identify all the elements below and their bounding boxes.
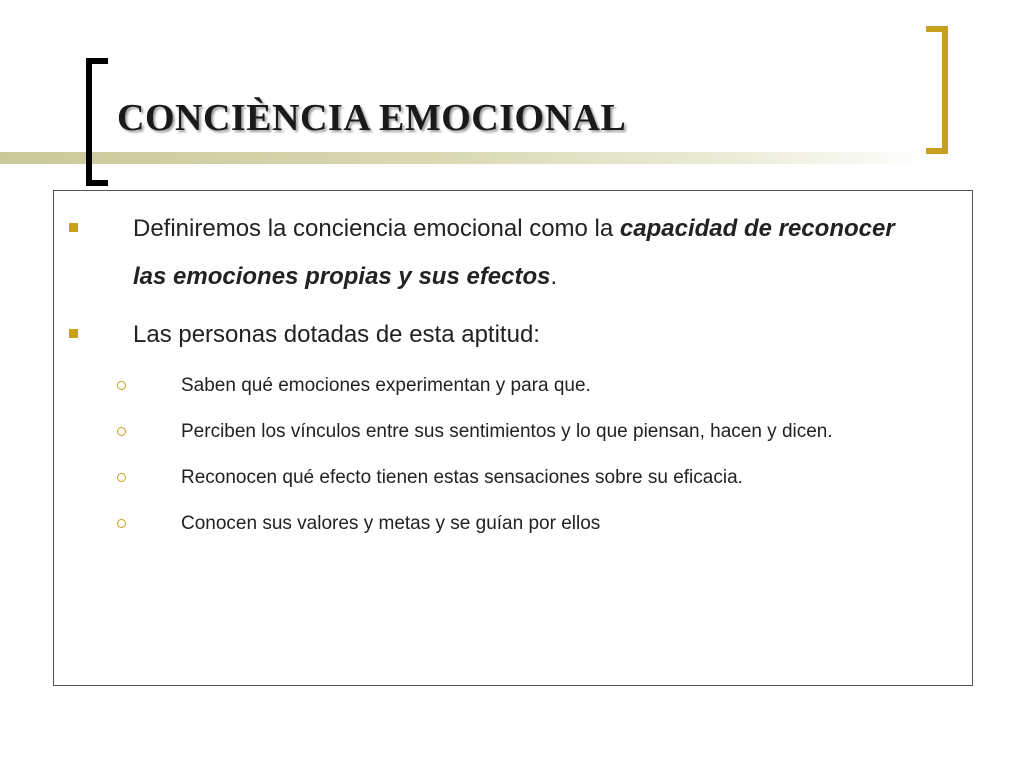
left-bracket-decoration	[86, 58, 108, 186]
bullet-text	[133, 205, 933, 301]
ring-bullet-icon	[117, 381, 126, 390]
sub-bullet-text: Conocen sus valores y metas y se guían por ellos	[181, 513, 601, 534]
slide-title: CONCIÈNCIA EMOCIONAL	[117, 97, 627, 139]
sub-bullet-text: Saben qué emociones experimentan y para que.	[181, 375, 591, 396]
ring-bullet-icon	[117, 427, 126, 436]
square-bullet-icon	[69, 329, 78, 338]
bullet-emphasis: capacidad de reconocer las emociones propias y sus efectos	[133, 215, 895, 290]
bullet-text: Las personas dotadas de esta aptitud:	[133, 321, 540, 348]
content-box	[53, 190, 973, 686]
title-band	[0, 152, 930, 164]
bullet-text-part: Definiremos la conciencia emocional como la	[133, 215, 620, 242]
right-bracket-decoration	[926, 26, 948, 154]
sub-bullet-text: Reconocen qué efecto tienen estas sensaciones sobre su eficacia.	[181, 467, 743, 488]
ring-bullet-icon	[117, 473, 126, 482]
square-bullet-icon	[69, 223, 78, 232]
ring-bullet-icon	[117, 519, 126, 528]
bullet-text-part: .	[550, 263, 558, 290]
sub-bullet-text: Perciben los vínculos entre sus sentimientos y lo que piensan, hacen y dicen.	[181, 421, 833, 442]
